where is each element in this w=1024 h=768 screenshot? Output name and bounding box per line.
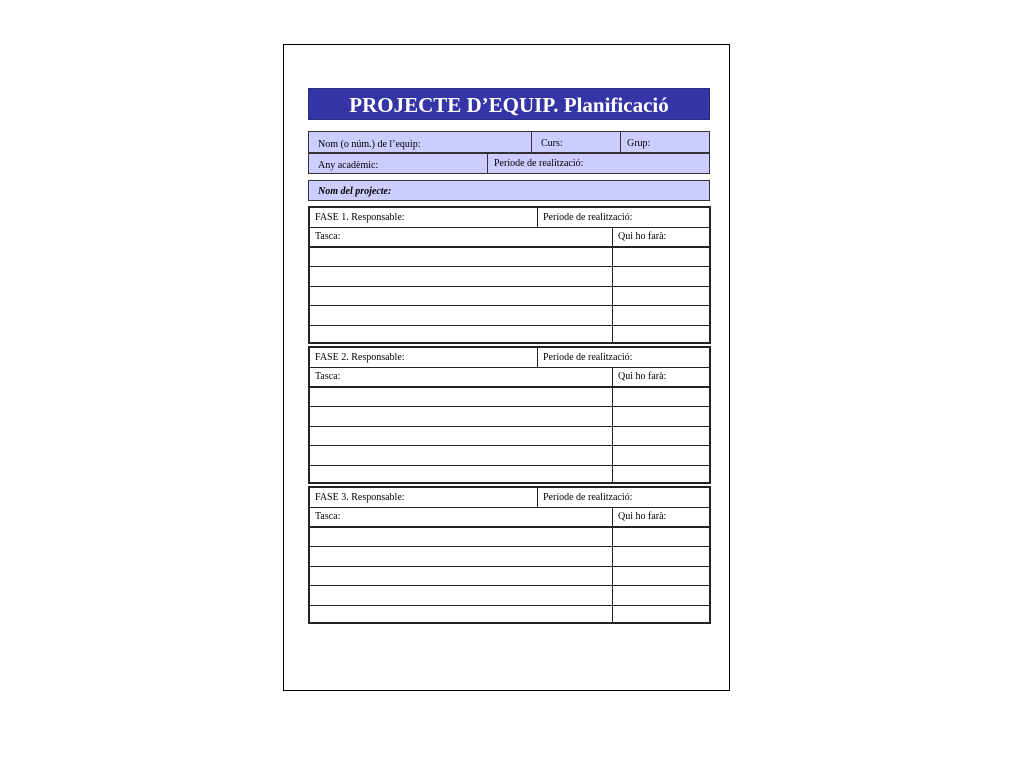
- divider: [612, 368, 613, 482]
- phase-1-table: [308, 206, 711, 344]
- task-column-header: Tasca:: [315, 371, 341, 382]
- task-row[interactable]: [310, 567, 709, 586]
- task-column-header: Tasca:: [315, 511, 341, 522]
- course-field[interactable]: [531, 131, 621, 153]
- task-header-row: [310, 508, 709, 528]
- task-row[interactable]: [310, 446, 709, 466]
- phase-responsible-label: FASE 1. Responsable:: [315, 212, 405, 223]
- task-row[interactable]: [310, 427, 709, 446]
- task-row[interactable]: [310, 306, 709, 326]
- period-label: Període de realització:: [494, 158, 584, 169]
- divider: [537, 348, 538, 368]
- divider: [537, 488, 538, 508]
- phase-period-label: Període de realització:: [543, 212, 633, 223]
- task-header-row: [310, 368, 709, 388]
- group-label: Grup:: [627, 138, 651, 149]
- phase-responsible-label: FASE 3. Responsable:: [315, 492, 405, 503]
- team-name-label: Nom (o núm.) de l’equip:: [318, 139, 421, 150]
- team-name-field[interactable]: [308, 131, 532, 153]
- phase-2-table: [308, 346, 711, 484]
- period-field[interactable]: [487, 153, 710, 174]
- task-row[interactable]: [310, 388, 709, 407]
- task-header-row: [310, 228, 709, 248]
- divider: [612, 228, 613, 342]
- who-column-header: Qui ho farà:: [618, 371, 667, 382]
- task-row[interactable]: [310, 248, 709, 267]
- divider: [612, 508, 613, 622]
- phase-period-label: Període de realització:: [543, 492, 633, 503]
- phase-header-row: [310, 488, 709, 508]
- group-field[interactable]: [620, 131, 710, 153]
- phase-responsible-label: FASE 2. Responsable:: [315, 352, 405, 363]
- task-row[interactable]: [310, 528, 709, 547]
- task-row[interactable]: [310, 407, 709, 427]
- who-column-header: Qui ho farà:: [618, 231, 667, 242]
- phase-header-row: [310, 208, 709, 228]
- who-column-header: Qui ho farà:: [618, 511, 667, 522]
- academic-year-field[interactable]: [308, 153, 488, 174]
- task-row[interactable]: [310, 267, 709, 287]
- form-title: PROJECTE D’EQUIP. Planificació: [308, 88, 710, 120]
- task-row[interactable]: [310, 287, 709, 306]
- task-row[interactable]: [310, 547, 709, 567]
- phase-header-row: [310, 348, 709, 368]
- task-row[interactable]: [310, 586, 709, 606]
- project-name-field[interactable]: [308, 180, 710, 201]
- divider: [537, 208, 538, 228]
- task-column-header: Tasca:: [315, 231, 341, 242]
- academic-year-label: Any acadèmic:: [318, 160, 379, 171]
- phase-3-table: [308, 486, 711, 624]
- phase-period-label: Període de realització:: [543, 352, 633, 363]
- project-name-label: Nom del projecte:: [318, 186, 392, 197]
- course-label: Curs:: [541, 138, 563, 149]
